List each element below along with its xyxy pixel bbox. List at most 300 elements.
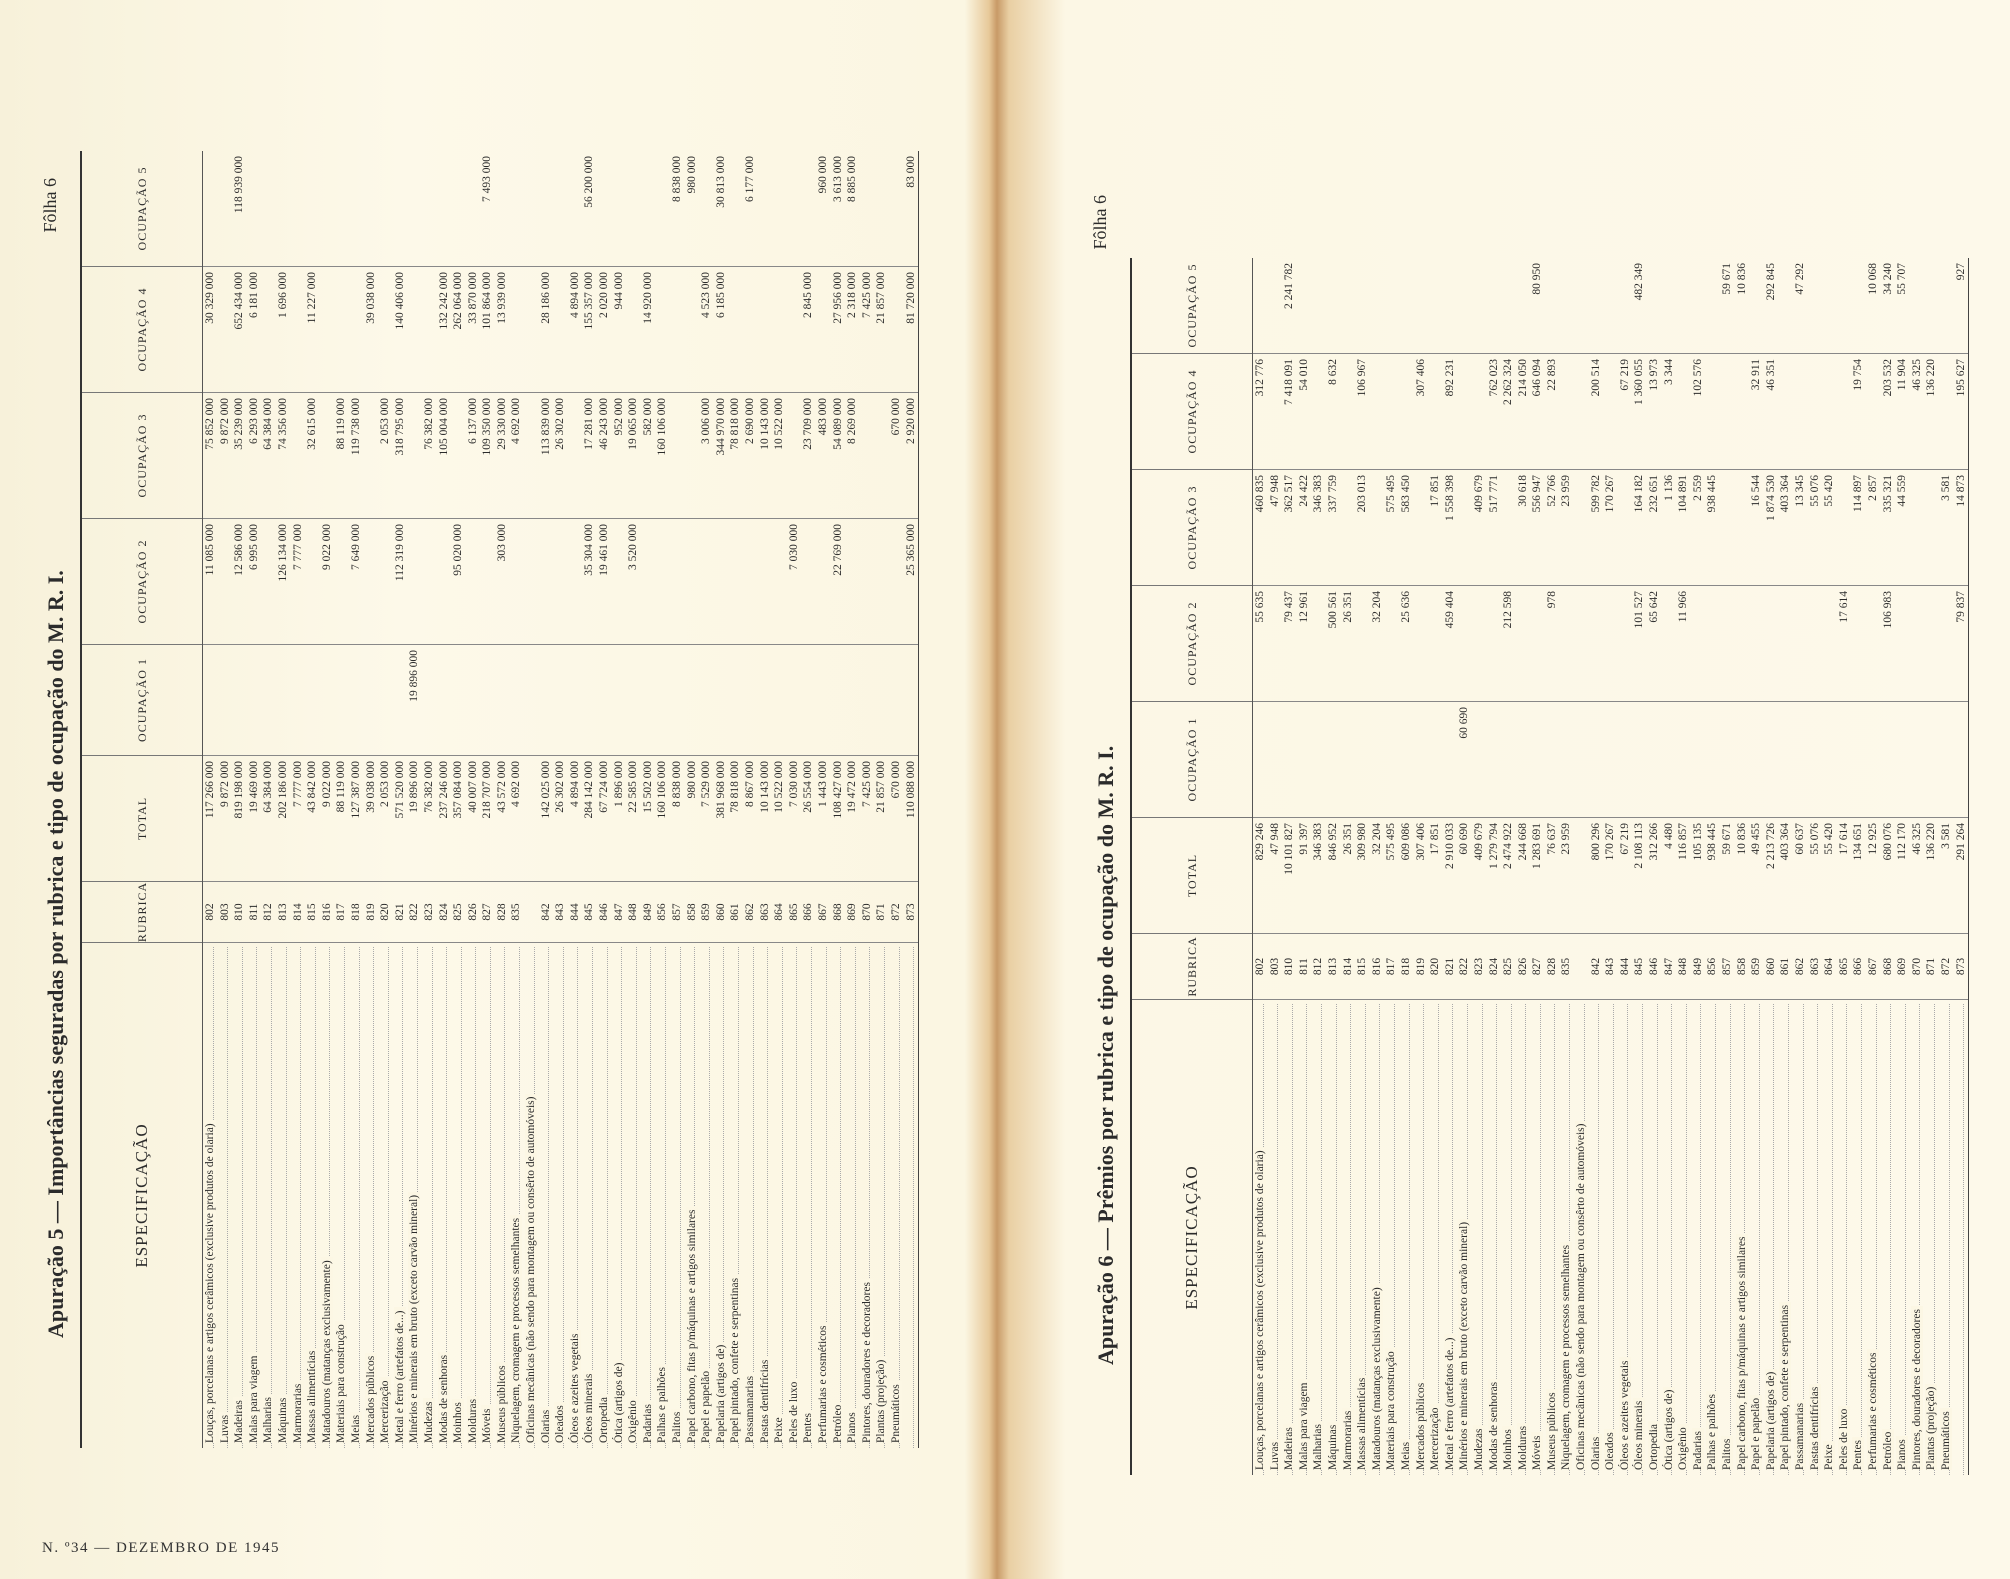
cell-ocupacao-5 [495, 151, 510, 266]
cell-rubrica: 847 [612, 903, 625, 921]
cell-especificacao [1384, 1000, 1399, 1475]
cell-ocupacao-1 [612, 645, 627, 755]
cell-ocupacao-4 [1808, 354, 1823, 469]
cell-ocupacao-5 [1559, 258, 1574, 353]
cell-ocupacao-4: 646 094 [1531, 359, 1544, 397]
cell-ocupacao-3: 88 119 000 [335, 398, 348, 450]
cell-rubrica: 811 [1297, 958, 1310, 975]
cell-ocupacao-3 [568, 393, 583, 518]
cell-ocupacao-4 [349, 267, 364, 392]
cell-ocupacao-5 [874, 151, 889, 266]
cell-rubrica: 867 [816, 903, 829, 921]
cell-ocupacao-4: 2 020 000 [598, 272, 611, 318]
cell-total: 60 690 [1458, 823, 1471, 855]
cell-ocupacao-3: 575 495 [1385, 475, 1398, 513]
row-label: Palhas e palhões [656, 1364, 668, 1443]
cell-ocupacao-2 [568, 519, 583, 644]
cell-ocupacao-2: 25 365 000 [904, 524, 917, 576]
cell-ocupacao-3 [1370, 470, 1385, 585]
cell-especificacao [655, 943, 670, 1448]
cell-ocupacao-5 [699, 151, 714, 266]
cell-especificacao [1370, 1000, 1385, 1475]
cell-ocupacao-2: 7 030 000 [787, 524, 800, 570]
cell-ocupacao-5 [393, 151, 408, 266]
cell-total: 10 101 827 [1283, 823, 1296, 875]
cell-ocupacao-1 [291, 645, 306, 755]
cell-ocupacao-4 [1370, 354, 1385, 469]
cell-ocupacao-2: 101 527 [1633, 591, 1646, 629]
cell-ocupacao-3: 2 559 [1691, 475, 1704, 501]
cell-ocupacao-5: 55 707 [1896, 263, 1909, 295]
cell-ocupacao-4 [816, 267, 831, 392]
cell-ocupacao-5: 34 240 [1881, 263, 1894, 295]
cell-rubrica: 863 [758, 903, 771, 921]
cell-ocupacao-1 [1399, 702, 1414, 817]
header-especificacao: ESPECIFICAÇÃO [82, 942, 202, 1448]
cell-ocupacao-2 [728, 519, 743, 644]
cell-ocupacao-4: 2 318 000 [846, 272, 859, 318]
cell-total: 127 387 000 [349, 761, 362, 819]
row-label: Petróleo [832, 1402, 844, 1443]
cell-ocupacao-3: 13 345 [1793, 475, 1806, 507]
cell-especificacao [305, 943, 320, 1448]
cell-ocupacao-4 [743, 267, 758, 392]
cell-rubrica: 803 [1268, 957, 1281, 976]
cell-rubrica: 824 [1487, 957, 1500, 976]
cell-rubrica: 868 [831, 903, 844, 921]
cell-rubrica: 826 [466, 903, 479, 921]
cell-ocupacao-1 [699, 645, 714, 755]
cell-ocupacao-4: 81 720 000 [904, 272, 917, 324]
cell-ocupacao-3 [670, 393, 685, 518]
cell-especificacao [1326, 1000, 1341, 1475]
cell-rubrica: 849 [1691, 957, 1704, 976]
cell-ocupacao-5 [1705, 258, 1720, 353]
cell-ocupacao-1 [1428, 702, 1443, 817]
cell-especificacao [1589, 1000, 1604, 1475]
cell-ocupacao-1 [874, 645, 889, 755]
cell-ocupacao-5 [437, 151, 452, 266]
cell-ocupacao-4 [1457, 354, 1472, 469]
cell-ocupacao-2 [1793, 586, 1808, 701]
cell-ocupacao-4: 54 010 [1297, 359, 1310, 391]
table-title: Apuração 6 — Prêmios por rubrica e tipo de ocupação do M. R. I. [1093, 745, 1118, 1365]
cell-ocupacao-4 [1268, 354, 1283, 469]
cell-ocupacao-4: 3 344 [1662, 359, 1675, 385]
cell-ocupacao-3: 32 615 000 [306, 398, 319, 450]
cell-rubrica: 823 [422, 903, 435, 921]
cell-total: 67 219 [1618, 823, 1631, 855]
cell-ocupacao-5 [1603, 258, 1618, 353]
cell-total: 2 910 033 [1443, 823, 1456, 869]
cell-total: 312 266 [1648, 823, 1661, 861]
cell-ocupacao-1 [685, 645, 700, 755]
row-label: Petróleo [1882, 1429, 1894, 1470]
cell-ocupacao-3: 47 948 [1268, 475, 1281, 507]
cell-total: 8 867 000 [743, 761, 756, 807]
cell-ocupacao-1 [1384, 702, 1399, 817]
cell-ocupacao-5 [1253, 258, 1268, 353]
cell-ocupacao-2: 7 777 000 [291, 524, 304, 570]
cell-ocupacao-5 [305, 151, 320, 266]
cell-total: 980 000 [685, 761, 698, 799]
cell-total: 1 283 691 [1531, 823, 1544, 869]
cell-ocupacao-4 [407, 267, 422, 392]
cell-ocupacao-5: 118 939 000 [233, 156, 246, 214]
row-label: Pentes [802, 1410, 814, 1443]
cell-ocupacao-1 [1487, 702, 1502, 817]
cell-ocupacao-5 [1691, 258, 1706, 353]
cell-ocupacao-5 [422, 151, 437, 266]
cell-ocupacao-3: 6 293 000 [247, 398, 260, 444]
cell-especificacao [1764, 1000, 1779, 1475]
cell-ocupacao-3 [860, 393, 875, 518]
cell-ocupacao-3: 1 874 530 [1764, 475, 1777, 521]
cell-rubrica [1574, 934, 1589, 999]
cell-ocupacao-3: 76 382 000 [422, 398, 435, 450]
row-label: Malharias [262, 1394, 274, 1443]
cell-ocupacao-1 [1341, 702, 1356, 817]
cell-ocupacao-4: 155 357 000 [583, 272, 596, 330]
cell-ocupacao-5 [1428, 258, 1443, 353]
cell-ocupacao-1 [1705, 702, 1720, 817]
cell-ocupacao-2 [261, 519, 276, 644]
cell-total: 2 108 113 [1633, 823, 1646, 869]
cell-rubrica: 866 [802, 903, 815, 921]
cell-especificacao [1924, 1000, 1939, 1475]
cell-total: 346 383 [1312, 823, 1325, 861]
cell-especificacao [509, 943, 524, 1448]
cell-ocupacao-1: 60 690 [1458, 707, 1471, 739]
cell-ocupacao-2: 79 437 [1283, 591, 1296, 623]
cell-ocupacao-1 [1676, 702, 1691, 817]
row-label: Matadouros (matanças exclusivamente) [321, 1257, 333, 1443]
cell-rubrica: 856 [1706, 957, 1719, 976]
cell-rubrica: 865 [787, 903, 800, 921]
cell-ocupacao-2 [1618, 586, 1633, 701]
cell-rubrica: 819 [364, 903, 377, 921]
cell-ocupacao-1 [1574, 702, 1589, 817]
row-label: Passamanarias [744, 1373, 756, 1443]
cell-ocupacao-3: 74 356 000 [276, 398, 289, 450]
cell-ocupacao-1 [1735, 702, 1750, 817]
cell-ocupacao-4 [422, 267, 437, 392]
cell-ocupacao-4 [1705, 354, 1720, 469]
row-label: Padarias [642, 1401, 654, 1443]
cell-ocupacao-3: 113 839 000 [539, 398, 552, 456]
cell-ocupacao-5: 10 068 [1866, 263, 1879, 295]
header-ocupacao-4: OCUPAÇÃO 4 [82, 266, 202, 392]
cell-ocupacao-4: 67 219 [1618, 359, 1631, 391]
cell-ocupacao-2: 11 966 [1677, 591, 1690, 623]
cell-ocupacao-1 [889, 645, 904, 755]
cell-ocupacao-2 [685, 519, 700, 644]
cell-especificacao [845, 943, 860, 1448]
cell-total: 680 076 [1881, 823, 1894, 861]
row-label: Metal e ferro (artefatos de...) [394, 1308, 406, 1444]
cell-ocupacao-1 [364, 645, 379, 755]
cell-total: 136 220 [1925, 823, 1938, 861]
cell-ocupacao-1 [1414, 702, 1429, 817]
cell-especificacao [831, 943, 846, 1448]
cell-total: 7 425 000 [860, 761, 873, 807]
cell-ocupacao-4: 1 696 000 [276, 272, 289, 318]
cell-ocupacao-3 [1574, 470, 1589, 585]
cell-total: 846 952 [1326, 823, 1339, 861]
cell-total: 26 351 [1341, 823, 1354, 855]
cell-ocupacao-1 [1837, 702, 1852, 817]
cell-especificacao [568, 943, 583, 1448]
cell-especificacao [1428, 1000, 1443, 1475]
cell-ocupacao-5 [553, 151, 568, 266]
cell-ocupacao-1 [1516, 702, 1531, 817]
cell-ocupacao-4: 762 023 [1487, 359, 1500, 397]
cell-ocupacao-3: 460 835 [1254, 475, 1266, 513]
cell-ocupacao-1 [232, 645, 247, 755]
cell-ocupacao-1 [845, 645, 860, 755]
cell-total: 571 520 000 [393, 761, 406, 819]
cell-ocupacao-2: 459 404 [1443, 591, 1456, 629]
cell-ocupacao-3: 104 891 [1677, 475, 1690, 513]
cell-total: 60 637 [1793, 823, 1806, 855]
cell-ocupacao-1 [524, 645, 539, 755]
row-label: Pastas dentifrícias [759, 1357, 771, 1443]
cell-ocupacao-2: 55 635 [1254, 591, 1266, 623]
cell-rubrica: 818 [1399, 957, 1412, 976]
cell-ocupacao-3 [874, 393, 889, 518]
cell-ocupacao-2: 106 983 [1881, 591, 1894, 629]
cell-ocupacao-3: 1 558 398 [1443, 475, 1456, 521]
cell-especificacao [524, 943, 539, 1448]
cell-ocupacao-3: 78 818 000 [729, 398, 742, 450]
row-label: Massas alimentícias [1356, 1375, 1368, 1470]
cell-ocupacao-3: 10 143 000 [758, 398, 771, 450]
cell-ocupacao-1 [1662, 702, 1677, 817]
cell-rubrica: 812 [262, 903, 275, 921]
cell-especificacao [451, 943, 466, 1448]
cell-ocupacao-1 [1778, 702, 1793, 817]
cell-ocupacao-1 [1764, 702, 1779, 817]
cell-rubrica: 858 [685, 903, 698, 921]
cell-ocupacao-1 [1472, 702, 1487, 817]
cell-ocupacao-1 [247, 645, 262, 755]
cell-ocupacao-4: 7 425 000 [860, 272, 873, 318]
cell-ocupacao-2 [714, 519, 729, 644]
cell-ocupacao-4: 28 186 000 [539, 272, 552, 324]
cell-ocupacao-3 [1910, 470, 1925, 585]
cell-total: 76 382 000 [422, 761, 435, 813]
cell-total: 26 302 000 [554, 761, 567, 813]
cell-ocupacao-4: 46 325 [1910, 359, 1923, 391]
row-label: Materiais para construção [1385, 1348, 1397, 1470]
cell-ocupacao-5 [1676, 258, 1691, 353]
cell-ocupacao-2 [1778, 586, 1793, 701]
cell-ocupacao-3: 337 759 [1326, 475, 1339, 513]
cell-ocupacao-2 [772, 519, 787, 644]
cell-ocupacao-5 [1778, 258, 1793, 353]
cell-total: 237 246 000 [437, 761, 450, 819]
cell-ocupacao-4: 4 523 000 [700, 272, 713, 318]
cell-especificacao [1662, 1000, 1677, 1475]
header-total: TOTAL [1132, 817, 1252, 933]
row-label: Luvas [1269, 1439, 1281, 1470]
cell-ocupacao-5 [655, 151, 670, 266]
column-ocupacao-2 [203, 518, 918, 644]
cell-ocupacao-5: 2 241 782 [1283, 263, 1296, 309]
cell-ocupacao-1 [1954, 702, 1969, 817]
cell-ocupacao-2: 9 022 000 [320, 524, 333, 570]
cell-ocupacao-3 [1735, 470, 1750, 585]
row-label: Papelaria (artigos de) [715, 1342, 727, 1443]
cell-rubrica: 870 [1910, 957, 1923, 976]
cell-especificacao [1297, 1000, 1312, 1475]
cell-ocupacao-2 [743, 519, 758, 644]
cell-total: 105 135 [1691, 823, 1704, 861]
cell-ocupacao-1 [1311, 702, 1326, 817]
cell-ocupacao-4 [1676, 354, 1691, 469]
cell-ocupacao-2 [509, 519, 524, 644]
cell-ocupacao-4: 101 864 000 [481, 272, 494, 330]
cell-ocupacao-2 [1603, 586, 1618, 701]
cell-ocupacao-5 [626, 151, 641, 266]
header-ocupacao-2: OCUPAÇÃO 2 [1132, 585, 1252, 701]
cell-rubrica: 842 [1589, 957, 1602, 976]
cell-rubrica: 872 [889, 903, 902, 921]
row-label: Plantas (projeção) [1925, 1384, 1937, 1470]
cell-ocupacao-2 [1530, 586, 1545, 701]
cell-ocupacao-2: 500 561 [1326, 591, 1339, 629]
cell-rubrica: 843 [554, 903, 567, 921]
cell-especificacao [1822, 1000, 1837, 1475]
row-label: Máquinas [1327, 1422, 1339, 1470]
cell-ocupacao-2 [1574, 586, 1589, 701]
cell-ocupacao-4 [685, 267, 700, 392]
cell-ocupacao-4: 21 857 000 [875, 272, 888, 324]
cell-ocupacao-2: 25 636 [1399, 591, 1412, 623]
cell-especificacao [1676, 1000, 1691, 1475]
cell-ocupacao-1 [320, 645, 335, 755]
cell-ocupacao-5 [1487, 258, 1502, 353]
cell-total: 55 076 [1808, 823, 1821, 855]
cell-total: 76 637 [1545, 823, 1558, 855]
row-label: Oleados [554, 1402, 566, 1443]
cell-especificacao [1559, 1000, 1574, 1475]
cell-total: 4 894 000 [568, 761, 581, 807]
cell-ocupacao-2: 12 586 000 [233, 524, 246, 576]
cell-ocupacao-5 [1808, 258, 1823, 353]
cell-especificacao [1268, 1000, 1283, 1475]
cell-ocupacao-3 [451, 393, 466, 518]
cell-total: 10 522 000 [773, 761, 786, 813]
cell-ocupacao-5 [276, 151, 291, 266]
cell-ocupacao-4: 132 242 000 [437, 272, 450, 330]
row-label: Museus públicos [496, 1362, 508, 1443]
cell-ocupacao-4: 136 220 [1925, 359, 1938, 397]
cell-ocupacao-1 [1793, 702, 1808, 817]
column-ocupacao-5 [1253, 258, 1968, 353]
cell-ocupacao-2 [1939, 586, 1954, 701]
cell-ocupacao-2 [816, 519, 831, 644]
cell-total: 4 480 [1662, 823, 1675, 849]
cell-ocupacao-2 [1808, 586, 1823, 701]
cell-ocupacao-2: 978 [1545, 591, 1558, 609]
cell-ocupacao-3: 44 559 [1896, 475, 1909, 507]
cell-ocupacao-3: 14 873 [1954, 475, 1967, 507]
cell-ocupacao-4: 312 776 [1254, 359, 1266, 397]
row-label: Marmorarias [292, 1381, 304, 1443]
cell-ocupacao-3: 2 053 000 [379, 398, 392, 444]
cell-ocupacao-5 [1457, 258, 1472, 353]
cell-ocupacao-4 [1822, 354, 1837, 469]
cell-ocupacao-2 [218, 519, 233, 644]
cell-ocupacao-5 [1837, 258, 1852, 353]
row-label: Oficinas mecânicas (não sendo para montagem ou consêrto de automóveis) [525, 1094, 537, 1443]
cell-ocupacao-5 [466, 151, 481, 266]
cell-rubrica: 820 [1429, 957, 1442, 976]
cell-ocupacao-5: 83 000 [904, 156, 917, 188]
cell-rubrica: 849 [641, 903, 654, 921]
cell-ocupacao-1 [349, 645, 364, 755]
row-label: Padarias [1692, 1428, 1704, 1470]
cell-ocupacao-5 [801, 151, 816, 266]
cell-ocupacao-3: 105 004 000 [437, 398, 450, 456]
cell-ocupacao-1 [743, 645, 758, 755]
cell-ocupacao-4 [1399, 354, 1414, 469]
cell-total: 575 495 [1385, 823, 1398, 861]
cell-rubrica: 824 [437, 903, 450, 921]
cell-ocupacao-4 [334, 267, 349, 392]
row-label: Mercados públicos [365, 1353, 377, 1443]
cell-ocupacao-4 [261, 267, 276, 392]
row-label: Palhas e palhões [1706, 1391, 1718, 1470]
cell-especificacao [1691, 1000, 1706, 1475]
cell-especificacao [218, 943, 233, 1448]
cell-ocupacao-4: 102 576 [1691, 359, 1704, 397]
column-ocupacao-5 [203, 151, 918, 266]
cell-ocupacao-2: 17 614 [1837, 591, 1850, 623]
row-label: Meias [1400, 1439, 1412, 1470]
cell-rubrica: 864 [773, 903, 786, 921]
cell-ocupacao-4: 39 038 000 [364, 272, 377, 324]
cell-rubrica: 817 [335, 903, 348, 921]
row-label: Metal e ferro (artefatos de...) [1444, 1335, 1456, 1471]
cell-ocupacao-4 [889, 267, 904, 392]
cell-ocupacao-1 [466, 645, 481, 755]
cell-ocupacao-4: 14 920 000 [641, 272, 654, 324]
cell-ocupacao-3: 170 267 [1604, 475, 1617, 513]
row-label: Niquelagem, cromagem e processos semelhantes [510, 1215, 522, 1443]
cell-ocupacao-3: 3 006 000 [700, 398, 713, 444]
header-ocupacao-1: OCUPAÇÃO 1 [82, 644, 202, 755]
cell-ocupacao-1 [714, 645, 729, 755]
cell-ocupacao-3 [1837, 470, 1852, 585]
cell-ocupacao-3: 582 000 [641, 398, 654, 436]
cell-ocupacao-3 [1501, 470, 1516, 585]
cell-ocupacao-1 [1647, 702, 1662, 817]
cell-ocupacao-5 [1574, 258, 1589, 353]
cell-total: 67 724 000 [598, 761, 611, 813]
cell-ocupacao-3: 35 239 000 [233, 398, 246, 450]
cell-ocupacao-5 [203, 151, 218, 266]
cell-ocupacao-1 [655, 645, 670, 755]
row-label: Modas de senhoras [438, 1352, 450, 1443]
cell-ocupacao-4: 106 967 [1356, 359, 1369, 397]
cell-especificacao [437, 943, 452, 1448]
cell-especificacao [743, 943, 758, 1448]
cell-ocupacao-4: 27 956 000 [831, 272, 844, 324]
row-label: Madeiras [1283, 1424, 1295, 1470]
cell-ocupacao-1 [509, 645, 524, 755]
